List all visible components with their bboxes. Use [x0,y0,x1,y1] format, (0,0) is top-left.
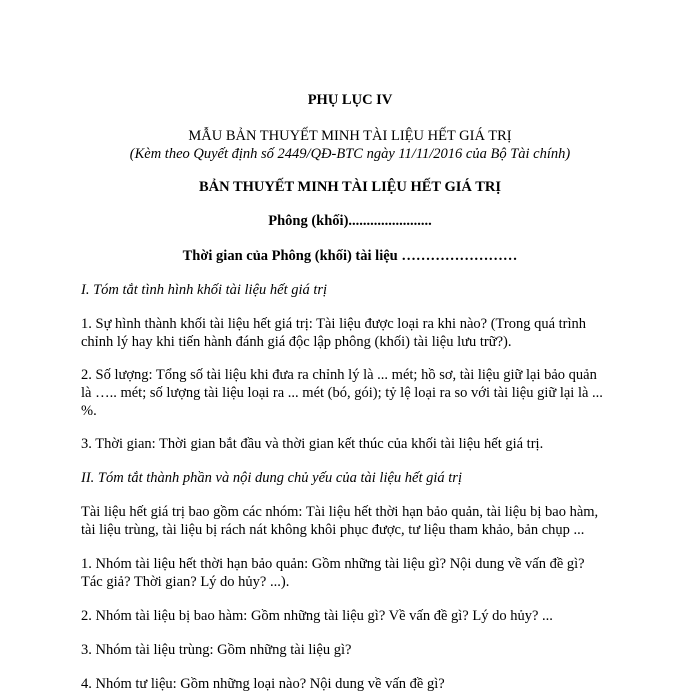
section-1-item-3: 3. Thời gian: Thời gian bắt đầu và thời gian kết thúc của khối tài liệu hết giá trị. [81,436,544,452]
section-1-heading: I. Tóm tắt tình hình khối tài liệu hết giá trị [81,282,328,298]
section-2-intro-line-2: tài liệu trùng, tài liệu bị rách nát không khôi phục được, tư liệu tham khảo, bản chụp ... [81,522,585,538]
section-1-item-1-line-2: chỉnh lý hay khi tiến hành đánh giá độc lập phông (khối) tài liệu lưu trữ?). [81,334,512,350]
document-title: BẢN THUYẾT MINH TÀI LIỆU HẾT GIÁ TRỊ [198,179,502,195]
section-2-group-2: 2. Nhóm tài liệu bị bao hàm: Gồm những tài liệu gì? Về vấn đề gì? Lý do hủy? ... [81,608,553,624]
fonds-line: Phông (khối)....................... [268,213,432,229]
fonds-time-line: Thời gian của Phông (khối) tài liệu …………………… [182,248,518,264]
section-2-intro-line-1: Tài liệu hết giá trị bao gồm các nhóm: Tài liệu hết thời hạn bảo quản, tài liệu bị bao hàm, [81,504,599,520]
section-1-item-2-line-1: 2. Số lượng: Tổng số tài liệu khi đưa ra chỉnh lý là ... mét; hồ sơ, tài liệu giữ lại bảo quản [81,367,597,383]
appendix-label: PHỤ LỤC IV [307,92,393,108]
section-2-heading: II. Tóm tắt thành phần và nội dung chủ yếu của tài liệu hết giá trị [81,470,462,486]
section-1-item-2-line-3: %. [81,403,97,419]
section-2-group-1-line-2: Tác giả? Thời gian? Lý do hủy? ...). [81,574,290,590]
section-1-item-2-line-2: là ….. mét; số lượng tài liệu loại ra ... mét (bó, gói); tỷ lệ loại ra so với tài liệu giữ lại là ... [81,385,603,401]
section-1-item-1-line-1: 1. Sự hình thành khối tài liệu hết giá trị: Tài liệu được loại ra khi nào? (Trong quá trình [81,316,587,332]
section-2-group-4: 4. Nhóm tư liệu: Gồm những loại nào? Nội dung về vấn đề gì? [81,676,445,692]
form-title: MẪU BẢN THUYẾT MINH TÀI LIỆU HẾT GIÁ TRỊ [188,128,512,144]
decision-reference: (Kèm theo Quyết định số 2449/QĐ-BTC ngày 11/11/2016 của Bộ Tài chính) [129,146,571,162]
section-2-group-3: 3. Nhóm tài liệu trùng: Gồm những tài liệu gì? [81,642,352,658]
section-2-group-1-line-1: 1. Nhóm tài liệu hết thời hạn bảo quản: Gồm những tài liệu gì? Nội dung về vấn đề gì? [81,556,585,572]
